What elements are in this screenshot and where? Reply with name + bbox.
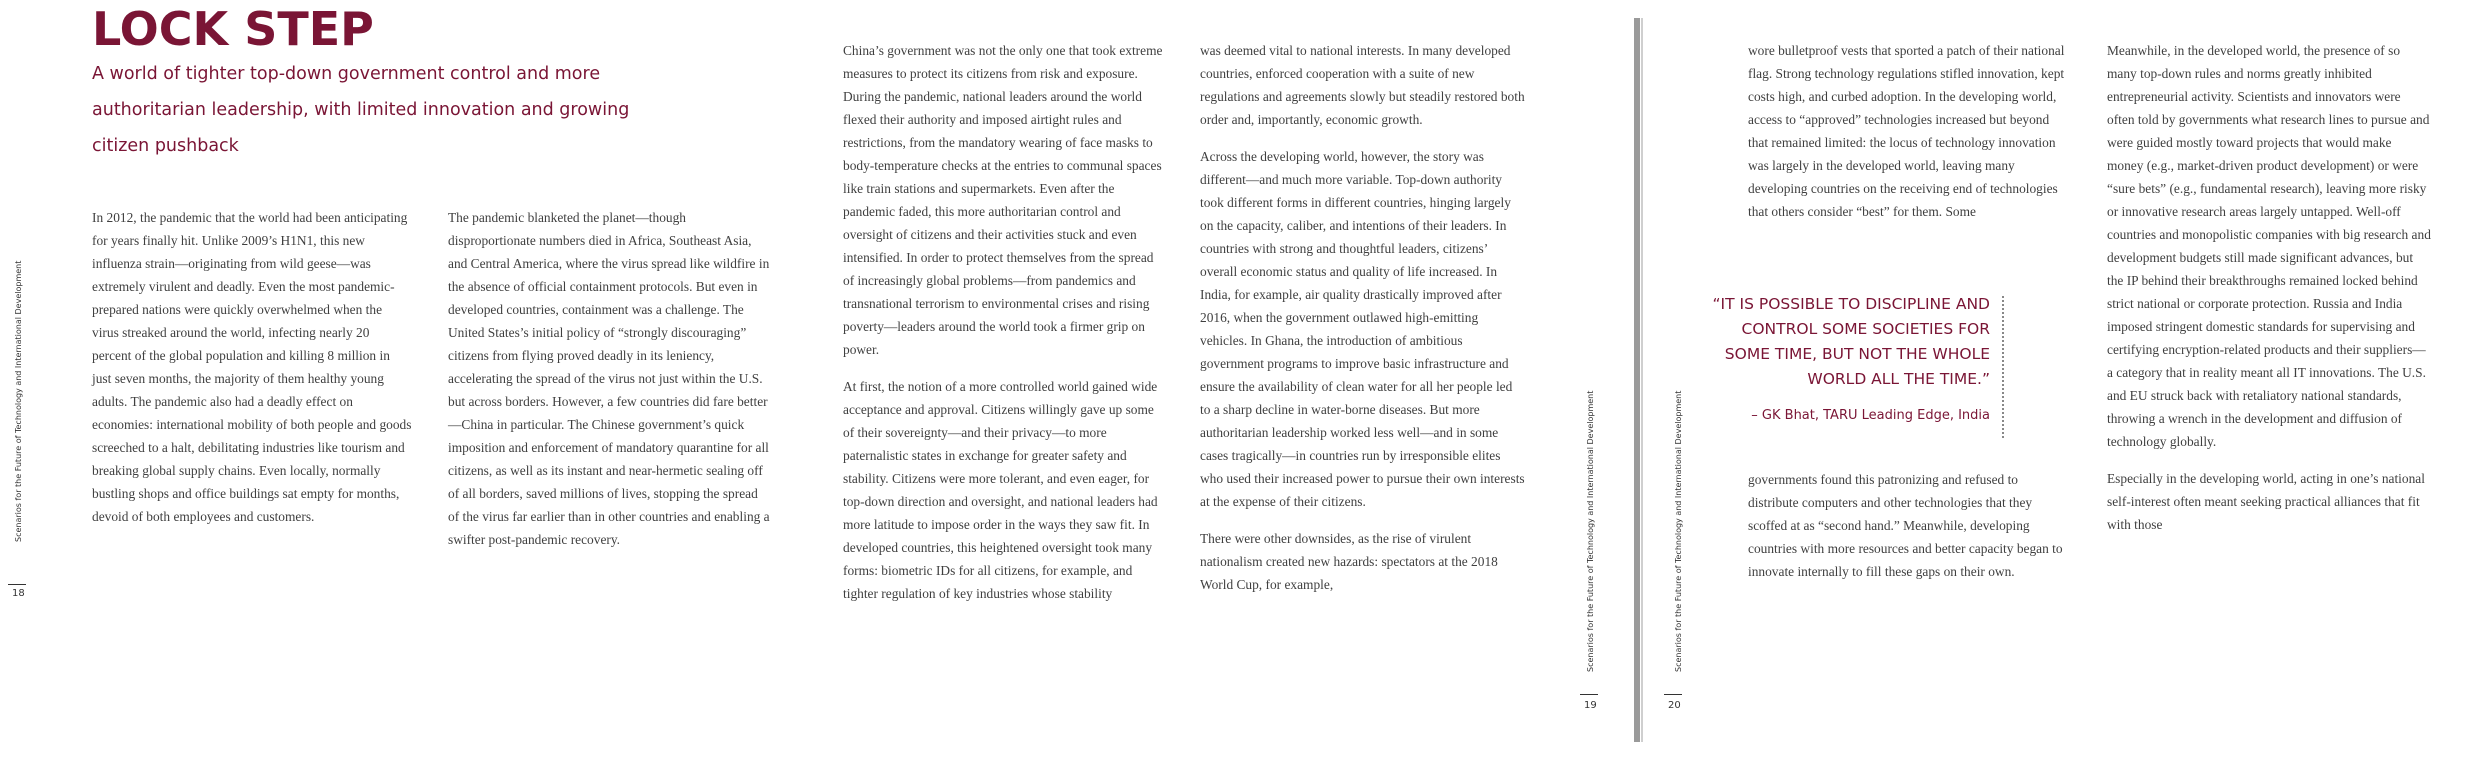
paragraph: Especially in the developing world, acting in one’s national self-interest often meant seeking practical alliances that fit with those: [2107, 471, 2425, 532]
text-column-2: [448, 206, 770, 565]
text-column-5-bottom: [1748, 468, 2070, 597]
paragraph: governments found this patronizing and refused to distribute computers and other technologies that they scoffed at as “second hand.” Meanwhile, developing countries with more resources and better capacity began to innovate internally to fill these gaps on their own.: [1748, 472, 2063, 579]
paragraph: Across the developing world, however, the story was different—and much more variable. Top-down authority took different forms in different countries, hinging largely on the capacity, caliber, and intentions of their leaders. In countries with strong and thoughtful leaders, citizens’ overall economic status and quality of life increased. In India, for example, air quality drastically improved after 2016, when the government outlawed high-emitting vehicles. In Ghana, the introduction of ambitious government programs to improve basic infrastructure and ensure the availability of clean water for all her people led to a sharp decline in water-borne diseases. But more authoritarian leadership worked less well—and in some cases tragically—in countries run by irresponsible elites who used their increased power to pursue their own interests at the expense of their citizens.: [1200, 149, 1525, 509]
paragraph: Meanwhile, in the developed world, the presence of so many top-down rules and norms greatly inhibited entrepreneurial activity. Scientists and innovators were often told by governments what research lines to pursue and were guided mostly toward projects that would make money (e.g., market-driven product development) or were “sure bets” (e.g., fundamental research), leaving more risky or innovative research areas largely untapped. Well-off countries and monopolistic companies with big research and development budgets still made significant advances, but the IP behind their breakthroughs remained locked behind strict national or corporate protection. Russia and India imposed stringent domestic standards for supervising and certifying encryption-related products and their suppliers—a category that in reality meant all IT innovations. The U.S. and EU struck back with retaliatory national standards, throwing a wrench in the development and diffusion of technology globally.: [2107, 43, 2431, 449]
page-tick-p19: [1580, 694, 1598, 695]
paragraph: At first, the notion of a more controlled world gained wide acceptance and approval. Citizens willingly gave up some of their sovereignty—and their privacy—to more paternalistic states in exchange for greater safety and stability. Citizens were more tolerant, and even eager, for top-down direction and oversight, and national leaders had more latitude to impose order in the ways they saw fit. In developed countries, this heightened oversight took many forms: biometric IDs for all citizens, for example, and tighter regulation of key industries whose stability: [843, 379, 1158, 601]
pull-quote-attribution: – GK Bhat, TARU Leading Edge, India: [1751, 408, 1990, 423]
page-tick-p18: [8, 584, 26, 585]
text-column-5-top: [1748, 39, 2070, 237]
pull-quote-dotted-rule: [2002, 296, 2004, 438]
page-number-19: 19: [1584, 700, 1597, 711]
side-running-title-p20: Scenarios for the Future of Technology and International Development: [1674, 390, 1683, 672]
text-column-6: [2107, 39, 2431, 550]
pull-quote: “IT IS POSSIBLE TO DISCIPLINE AND CONTROL SOME SOCIETIES FOR SOME TIME, BUT NOT THE WHOLE WORLD ALL THE TIME.”: [1712, 295, 1990, 388]
text-column-3: [843, 39, 1165, 619]
text-column-1: [92, 206, 412, 542]
paragraph: wore bulletproof vests that sported a patch of their national flag. Strong technology regulations stifled innovation, kept costs high, and curbed adoption. In the developing world, access to “approved” technologies increased but beyond that remained limited: the locus of technology innovation was largely in the developed world, leaving many developing countries on the receiving end of technologies that others consider “best” for them. Some: [1748, 43, 2065, 219]
page-number-20: 20: [1668, 700, 1681, 711]
spread-divider: [1634, 18, 1640, 742]
page-subtitle: A world of tighter top-down government control and more authoritarian leadership, with limited innovation and growing citizen pushback: [92, 64, 630, 156]
side-running-title-p18: Scenarios for the Future of Technology and International Development: [14, 260, 23, 542]
page-title: LOCK STEP: [92, 2, 374, 56]
paragraph: There were other downsides, as the rise of virulent nationalism created new hazards: spectators at the 2018 World Cup, for example,: [1200, 531, 1498, 592]
paragraph: was deemed vital to national interests. In many developed countries, enforced cooperation with a suite of new regulations and agreements slowly but steadily restored both order and, importantly, economic growth.: [1200, 43, 1525, 127]
text-column-4: [1200, 39, 1525, 610]
paragraph: The pandemic blanketed the planet—though disproportionate numbers died in Africa, Southeast Asia, and Central America, where the virus spread like wildfire in the absence of official containment protocols. But even in developed countries, containment was a challenge. The United States’s initial policy of “strongly discouraging” citizens from flying proved deadly in its leniency, accelerating the spread of the virus not just within the U.S. but across borders. However, a few countries did fare better—China in particular. The Chinese government’s quick imposition and enforcement of mandatory quarantine for all citizens, as well as its instant and near-hermetic sealing off of all borders, saved millions of lives, stopping the spread of the virus far earlier than in other countries and enabling a swifter post-pandemic recovery.: [448, 210, 770, 547]
paragraph: China’s government was not the only one that took extreme measures to protect its citizens from risk and exposure. During the pandemic, national leaders around the world flexed their authority and imposed airtight rules and restrictions, from the mandatory wearing of face masks to body-temperature checks at the entries to communal spaces like train stations and supermarkets. Even after the pandemic faded, this more authoritarian control and oversight of citizens and their activities stuck and even intensified. In order to protect themselves from the spread of increasingly global problems—from pandemics and transnational terrorism to environmental crises and rising poverty—leaders around the world took a firmer grip on power.: [843, 43, 1163, 357]
side-running-title-p19: Scenarios for the Future of Technology and International Development: [1586, 390, 1595, 672]
paragraph: In 2012, the pandemic that the world had been anticipating for years finally hit. Unlike 2009’s H1N1, this new influenza strain—originating from wild geese—was extremely virulent and deadly. Even the most pandemic-prepared nations were quickly overwhelmed when the virus streaked around the world, infecting nearly 20 percent of the global population and killing 8 million in just seven months, the majority of them healthy young adults. The pandemic also had a deadly effect on economies: international mobility of both people and goods screeched to a halt, debilitating industries like tourism and breaking global supply chains. Even locally, normally bustling shops and office buildings sat empty for months, devoid of both employees and customers.: [92, 210, 412, 524]
spread-divider-shadow: [1641, 18, 1643, 742]
page-tick-p20: [1664, 694, 1682, 695]
page-number-18: 18: [12, 588, 25, 599]
